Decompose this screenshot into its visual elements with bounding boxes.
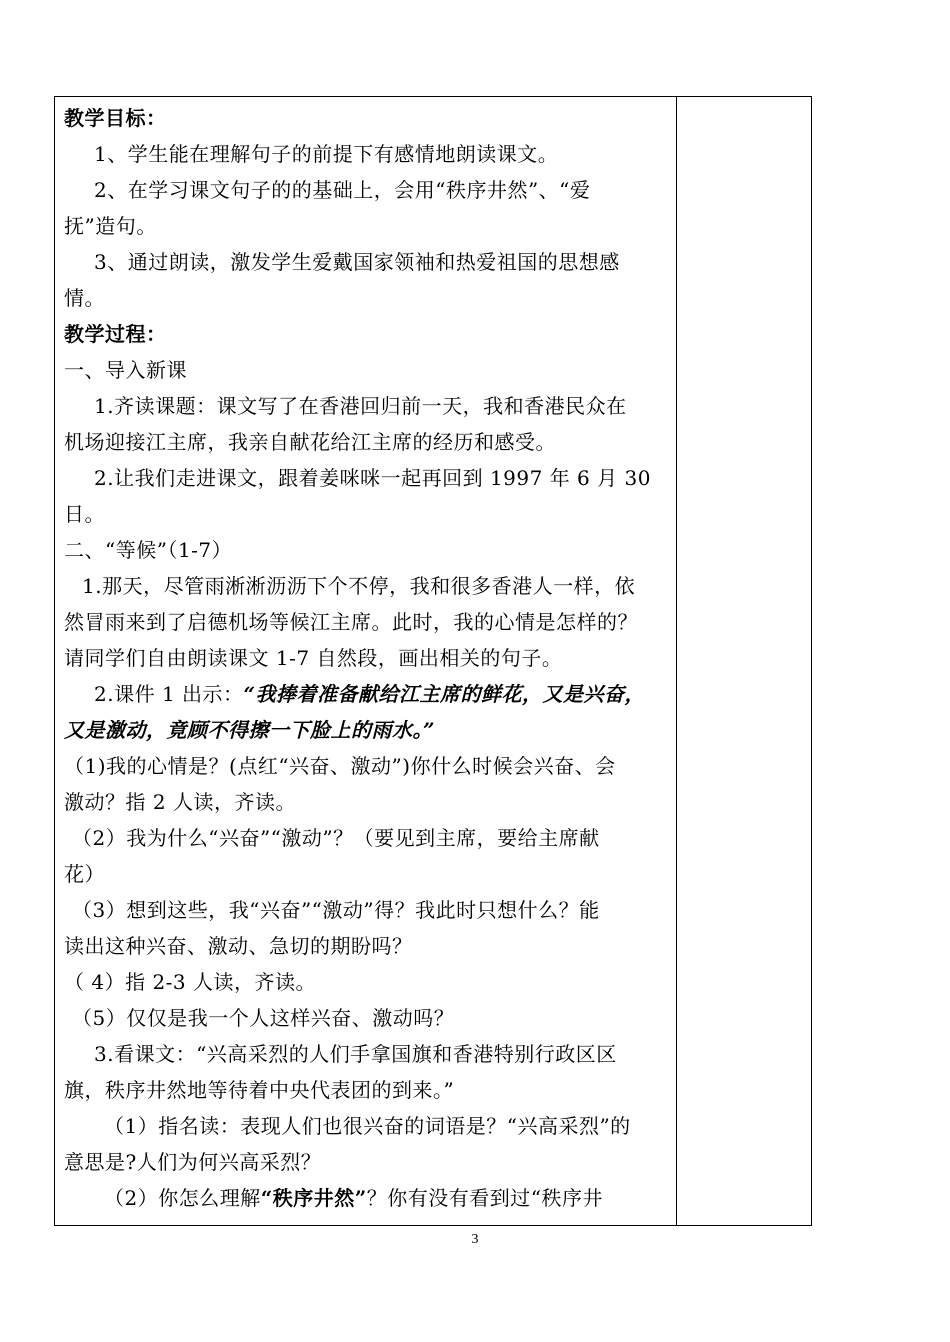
question-5: （5）仅仅是我一个人这样兴奋、激动吗？ <box>72 1006 455 1030</box>
sub-1-line2: 意思是?人们为何兴高采烈？ <box>64 1150 322 1174</box>
s2-item2-quote: “我捧着准备献给江主席的鲜花，又是兴奋， <box>243 682 646 706</box>
question-4: （ 4）指 2-3 人读，齐读。 <box>64 970 317 994</box>
s2-item2-prefix: 2.课件 1 出示： <box>94 682 244 706</box>
s1-item1-line1: 1.齐读课题：课文写了在香港回归前一天，我和香港民众在 <box>94 394 627 418</box>
sub-1-line1: （1）指名读：表现人们也很兴奋的词语是？“兴高采烈”的 <box>104 1114 631 1138</box>
question-1-line2: 激动？指 2 人读，齐读。 <box>64 790 296 814</box>
sub-2-line1 <box>64 1180 668 1216</box>
goal-2-line2: 抚”造句。 <box>64 214 157 238</box>
s1-item2-line2: 日。 <box>64 502 105 526</box>
section-2-title: 二、“等候”（1-7） <box>64 538 233 562</box>
sub-2-bold-term: “秩序井然” <box>260 1186 367 1210</box>
page-number: 3 <box>471 1232 479 1247</box>
s2-item1-line2: 然冒雨来到了启德机场等候江主席。此时，我的心情是怎样的？ <box>64 610 638 634</box>
goal-3-line1: 3、通过朗读，激发学生爱戴国家领袖和热爱祖国的思想感 <box>94 250 620 274</box>
goal-2-line1: 2、在学习课文句子的的基础上，会用“秩序井然”、“爱 <box>94 178 591 202</box>
column-divider <box>676 96 677 1226</box>
s1-item2-line1: 2.让我们走进课文，跟着姜咪咪一起再回到 1997 年 6 月 30 <box>94 466 651 490</box>
s2-item3-line2: 旗，秩序井然地等待着中央代表团的到来。” <box>64 1078 455 1102</box>
process-heading: 教学过程： <box>64 322 167 346</box>
question-3-line2: 读出这种兴奋、激动、急切的期盼吗？ <box>64 934 413 958</box>
lesson-content <box>64 100 668 1216</box>
question-2-line1: （2）我为什么“兴奋”“激动”？（要见到主席，要给主席献 <box>72 826 600 850</box>
sub-2-prefix: （2）你怎么理解 <box>104 1186 261 1210</box>
s1-item1-line2: 机场迎接江主席，我亲自献花给江主席的经历和感受。 <box>64 430 556 454</box>
goal-1: 1、学生能在理解句子的前提下有感情地朗读课文。 <box>94 142 559 166</box>
goal-3-line2: 情。 <box>64 286 105 310</box>
s2-item1-line1: 1.那天，尽管雨淅淅沥沥下个不停，我和很多香港人一样，依 <box>82 574 636 598</box>
s2-item3-line1: 3.看课文：“兴高采烈的人们手拿国旗和香港特别行政区区 <box>94 1042 617 1066</box>
sub-2-suffix: ？你有没有看到过“秩序井 <box>366 1186 603 1210</box>
question-2-line2: 花） <box>64 862 105 886</box>
s2-item1-line3: 请同学们自由朗读课文 1-7 自然段，画出相关的句子。 <box>64 646 563 670</box>
s2-item2-line2: 又是激动，竟顾不得擦一下脸上的雨水。” <box>64 718 436 742</box>
s2-item2-line1 <box>64 676 668 712</box>
goals-heading: 教学目标： <box>64 106 167 130</box>
section-1-title: 一、导入新课 <box>64 358 187 382</box>
question-1-line1: （1)我的心情是？(点红“兴奋、激动”)你什么时候会兴奋、会 <box>64 754 616 778</box>
question-3-line1: （3）想到这些，我“兴奋”“激动”得？我此时只想什么？能 <box>72 898 600 922</box>
